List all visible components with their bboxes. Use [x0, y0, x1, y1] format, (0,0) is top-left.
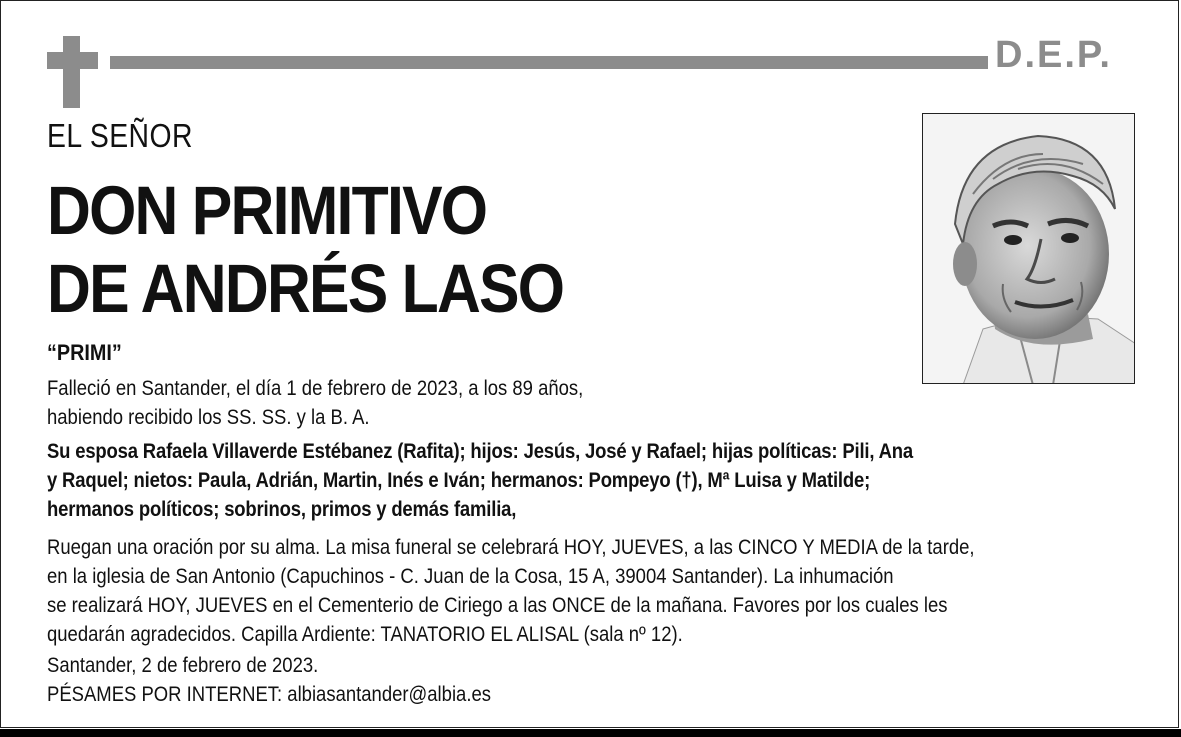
cross-icon-bar [47, 52, 98, 69]
dep-mark: D.E.P. [995, 34, 1112, 76]
bottom-rule [0, 729, 1181, 737]
family-line: Su esposa Rafaela Villaverde Estébanez (Rafita); hijos: Jesús, José y Rafael; hijas políticas: Pili, Ana [47, 440, 913, 463]
family-list [47, 437, 913, 524]
service-line: en la iglesia de San Antonio (Capuchinos - C. Juan de la Cosa, 15 A, 39004 Santander). La inhumación [47, 565, 894, 588]
footer [47, 651, 491, 709]
deceased-name [47, 172, 563, 328]
portrait-photo [922, 113, 1135, 384]
portrait-image [923, 114, 1135, 384]
family-line: y Raquel; nietos: Paula, Adrián, Martin, Inés e Iván; hermanos: Pompeyo (†), Mª Luisa y Matilde; [47, 469, 871, 492]
header-rule [110, 56, 988, 69]
nickname: “PRIMI” [47, 340, 122, 365]
death-notice-line: habiendo recibido los SS. SS. y la B. A. [47, 406, 370, 429]
service-line: quedarán agradecidos. Capilla Ardiente: TANATORIO EL ALISAL (sala nº 12). [47, 623, 683, 646]
title-label: EL SEÑOR [47, 117, 193, 154]
name-line-1: DON PRIMITIVO [47, 172, 487, 249]
cross-icon [63, 36, 80, 108]
family-line: hermanos políticos; sobrinos, primos y demás familia, [47, 498, 517, 521]
service-line: Ruegan una oración por su alma. La misa funeral se celebrará HOY, JUEVES, a las CINCO Y MEDIA de la tarde, [47, 536, 975, 559]
service-line: se realizará HOY, JUEVES en el Cementerio de Ciriego a las ONCE de la mañana. Favores por los cuales les [47, 594, 948, 617]
death-notice-line: Falleció en Santander, el día 1 de febrero de 2023, a los 89 años, [47, 377, 584, 400]
name-line-2: DE ANDRÉS LASO [47, 250, 564, 327]
death-notice [47, 374, 583, 432]
service-details [47, 533, 975, 649]
date-line: Santander, 2 de febrero de 2023. [47, 654, 319, 677]
condolences-line: PÉSAMES POR INTERNET: albiasantander@albia.es [47, 683, 491, 706]
